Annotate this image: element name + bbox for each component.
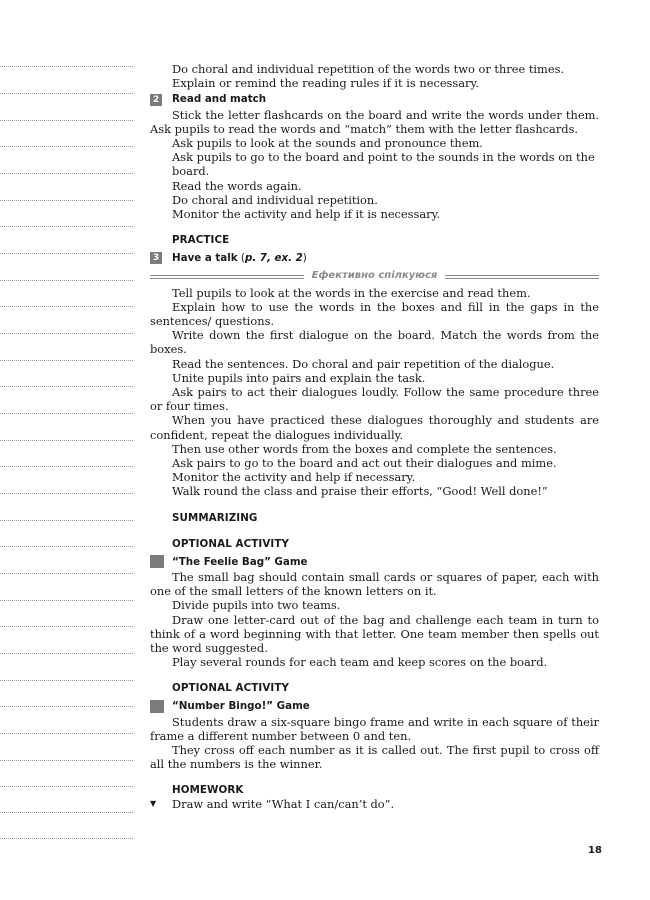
practice-paragraph: Write down the first dialogue on the board. Match the words from the boxes.	[150, 328, 599, 357]
practice-paragraph: When you have practiced these dialogues thoroughly and students are confident, repeat the dialogues individually.	[150, 413, 599, 442]
intro-line: Explain or remind the reading rules if it is necessary.	[172, 76, 480, 91]
note-line	[0, 706, 133, 707]
note-line	[0, 173, 133, 174]
note-line	[0, 573, 133, 574]
note-line	[0, 386, 133, 387]
note-line	[0, 200, 133, 201]
game-paragraph: Draw one letter-card out of the bag and challenge each team in turn to think of a word beginning with that letter. One team member then spells out the word suggested.	[150, 612, 599, 655]
note-line	[0, 626, 133, 627]
game-paragraph: Play several rounds for each team and keep scores on the board.	[172, 655, 548, 670]
notes-margin	[0, 0, 134, 900]
note-line	[0, 226, 133, 227]
practice-paragraph: Ask pairs to go to the board and act out their dialogues and mime.	[172, 456, 557, 471]
game-paragraph: They cross off each number as it is called out. The first pupil to cross off all the numbers is the winner.	[150, 742, 599, 772]
note-line	[0, 733, 133, 734]
practice-paragraph: Explain how to use the words in the boxes and fill in the gaps in the sentences/ questions.	[150, 299, 599, 329]
game-paragraph: Students draw a six-square bingo frame and write in each square of their frame a different number between 0 and ten.	[150, 714, 599, 743]
step-number-badge: 3	[150, 252, 162, 264]
game-title: “The Feelie Bag” Game	[172, 555, 308, 568]
note-line	[0, 120, 133, 121]
game-paragraph: Divide pupils into two teams.	[172, 598, 341, 613]
note-line	[0, 333, 133, 334]
practice-paragraph: Walk round the class and praise their efforts, “Good! Well done!”	[172, 484, 548, 499]
note-line	[0, 413, 133, 414]
practice-paragraph: Monitor the activity and help if necessary.	[172, 470, 416, 485]
game-paragraph: The small bag should contain small cards or squares of paper, each with one of the small letters of the known letters on it.	[150, 569, 599, 599]
note-line	[0, 360, 133, 361]
triangle-bullet-icon: ▼	[150, 799, 157, 809]
step-line: Monitor the activity and help if it is necessary.	[172, 207, 441, 222]
note-line	[0, 493, 133, 494]
homework-item	[150, 797, 599, 811]
step-line: Do choral and individual repetition.	[172, 192, 378, 207]
game-header	[150, 555, 599, 569]
step-2-header	[150, 92, 599, 106]
game-header	[150, 699, 599, 713]
practice-paragraph: Ask pairs to act their dialogues loudly. Follow the same procedure three or four times.	[150, 385, 599, 414]
note-line	[0, 253, 133, 254]
step-title: Read and match	[172, 93, 267, 106]
practice-paragraph: Read the sentences. Do choral and pair repetition of the dialogue.	[172, 356, 555, 371]
section-heading-optional: OPTIONAL ACTIVITY	[172, 682, 290, 695]
divider-label: Ефективно спілкуюся	[311, 270, 438, 282]
note-line	[0, 146, 133, 147]
note-line	[0, 66, 133, 67]
step-paragraph: Stick the letter flashcards on the board and write the words under them. Ask pupils to read the words and “match” them with the letter flashcards.	[150, 107, 599, 136]
note-line	[0, 786, 133, 787]
textbook-reference: p. 7, ex. 2	[244, 252, 303, 265]
section-heading-summarizing: SUMMARIZING	[172, 511, 258, 524]
game-badge-icon	[150, 555, 164, 568]
practice-paragraph: Unite pupils into pairs and explain the task.	[172, 370, 426, 385]
practice-paragraph: Tell pupils to look at the words in the exercise and read them.	[172, 285, 531, 300]
note-line	[0, 812, 133, 813]
section-heading-homework: HOMEWORK	[172, 784, 244, 797]
note-line	[0, 760, 133, 761]
note-line	[0, 653, 133, 654]
note-line	[0, 546, 133, 547]
lesson-content	[150, 62, 599, 812]
step-3-header	[150, 251, 599, 265]
note-line	[0, 680, 133, 681]
note-line	[0, 520, 133, 521]
step-line: Ask pupils to go to the board and point to the sounds in the words on the board.	[172, 150, 595, 179]
intro-line: Do choral and individual repetition of the words two or three times.	[172, 62, 565, 76]
note-line	[0, 838, 133, 839]
note-line	[0, 466, 133, 467]
homework-text: Draw and write “What I can/can’t do”.	[172, 797, 395, 812]
step-line: Read the words again.	[172, 178, 302, 193]
note-line	[0, 93, 133, 94]
note-line	[0, 280, 133, 281]
step-line: Ask pupils to look at the sounds and pronounce them.	[172, 136, 483, 151]
page-number: 18	[588, 845, 602, 856]
step-number-badge: 2	[150, 94, 162, 106]
practice-paragraph: Then use other words from the boxes and complete the sentences.	[172, 441, 557, 456]
section-heading-optional: OPTIONAL ACTIVITY	[172, 537, 290, 550]
section-heading-practice: PRACTICE	[172, 234, 230, 247]
note-line	[0, 440, 133, 441]
game-title: “Number Bingo!” Game	[172, 700, 310, 713]
competence-divider	[150, 269, 599, 283]
note-line	[0, 306, 133, 307]
game-badge-icon	[150, 700, 164, 713]
note-line	[0, 600, 133, 601]
step-title: Have a talk (p. 7, ex. 2)	[172, 252, 307, 265]
